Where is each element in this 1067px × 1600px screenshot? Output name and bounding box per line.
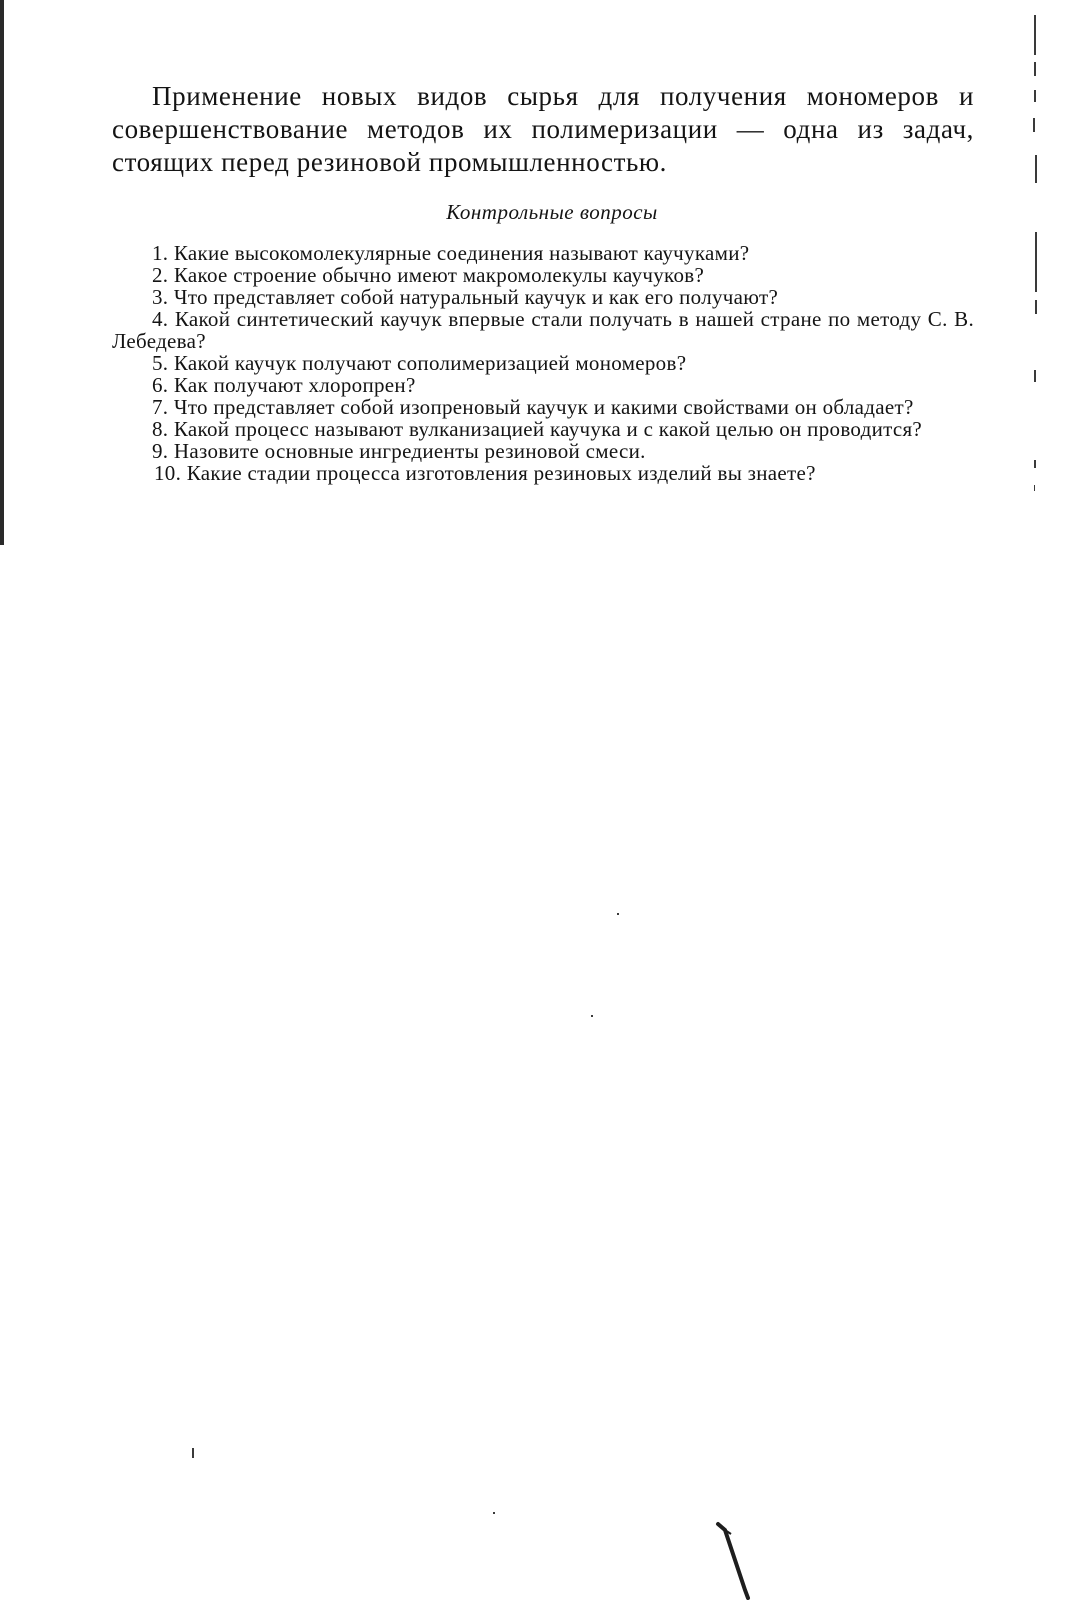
scan-mark (1034, 485, 1035, 491)
scan-mark (192, 1448, 194, 1458)
scan-edge-shadow (0, 0, 4, 545)
question-item: 5. Какой каучук получают сополимеризацией мономеров? (152, 351, 687, 375)
scan-mark (617, 913, 619, 915)
scan-mark (1034, 370, 1036, 382)
scan-mark (1034, 460, 1036, 468)
scan-mark (1034, 90, 1036, 102)
question-item: 8. Какой процесс называют вулканизацией каучука и с какой целью он проводится? (152, 417, 923, 441)
section-title: Контрольные вопросы (446, 200, 658, 224)
question-item: 2. Какое строение обычно имеют макромолекулы каучуков? (152, 263, 705, 287)
scan-mark (1035, 232, 1037, 292)
scan-mark (1034, 62, 1036, 76)
scan-mark (493, 1512, 495, 1514)
scan-mark (1035, 300, 1037, 314)
question-item: 10. Какие стадии процесса изготовления резиновых изделий вы знаете? (154, 461, 816, 485)
question-item: 9. Назовите основные ингредиенты резиновой смеси. (152, 439, 646, 463)
scan-mark (1033, 118, 1035, 132)
question-item: 4. Какой синтетический каучук впервые стали получать в нашей стране по методу С. В. Лебедева? (112, 307, 974, 353)
scan-mark (1035, 155, 1037, 183)
question-item: 3. Что представляет собой натуральный каучук и как его получают? (152, 285, 779, 309)
questions-list (112, 242, 974, 484)
question-item: 7. Что представляет собой изопреновый каучук и какими свойствами он обладает? (152, 395, 914, 419)
question-item: 6. Как получают хлоропрен? (152, 373, 416, 397)
scan-mark (591, 1015, 593, 1017)
question-item: 1. Какие высокомолекулярные соединения называют каучуками? (152, 241, 750, 265)
intro-paragraph: Применение новых видов сырья для получения мономеров и совершенствование методов их полимеризации — одна из задач, стоящих перед резиновой промышленностью. (112, 81, 974, 177)
scan-scratch-mark (715, 1520, 765, 1600)
scan-mark (1034, 15, 1036, 55)
